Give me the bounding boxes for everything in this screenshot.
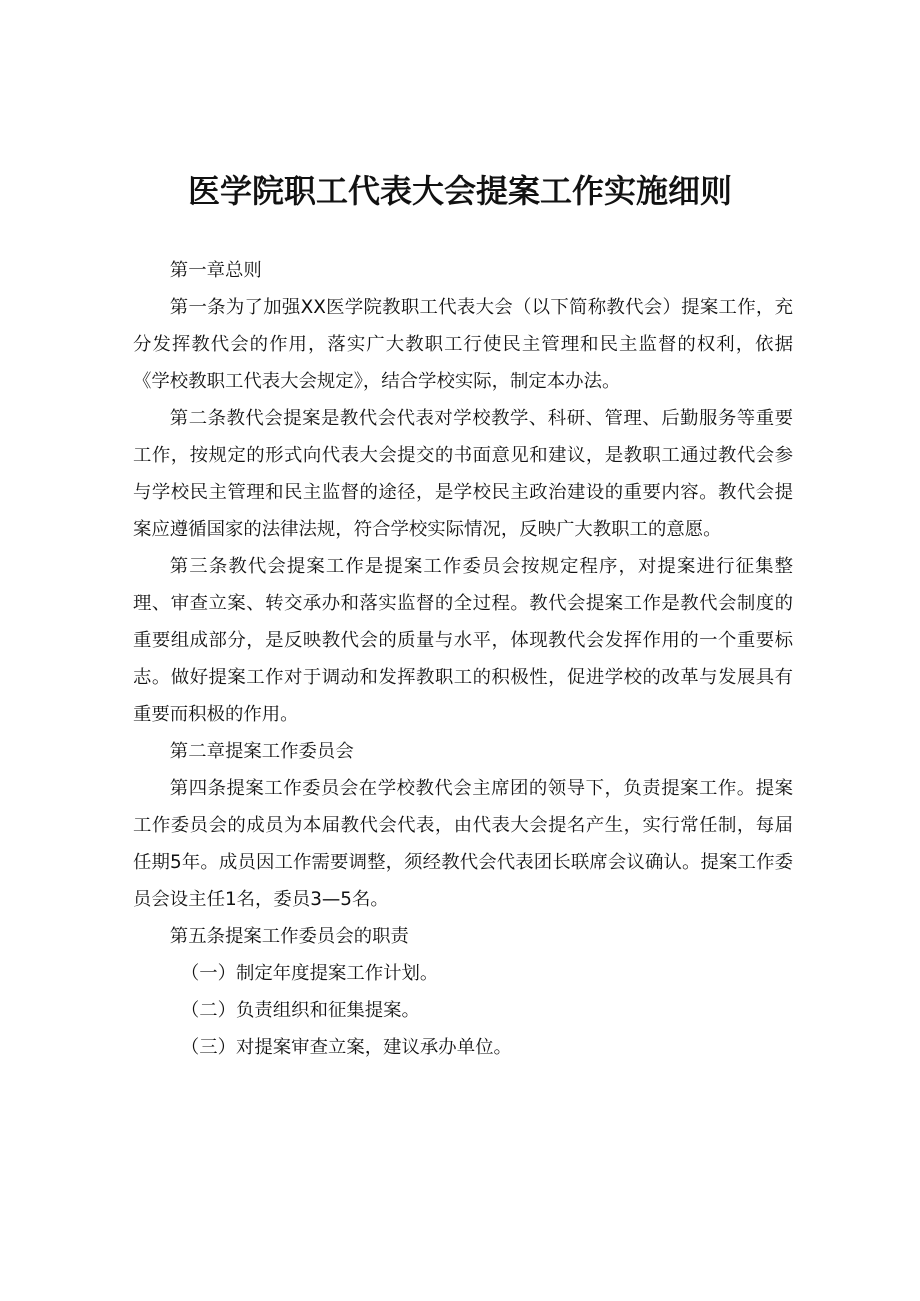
article-2: 第二条教代会提案是教代会代表对学校教学、科研、管理、后勤服务等重要工作，按规定的形式向代表大会提交的书面意见和建议，是教职工通过教代会参与学校民主管理和民主监督的途径，是学校民主政治建设的重要内容。教代会提案应遵循国家的法律法规，符合学校实际情况，反映广大教职工的意愿。: [133, 408, 793, 540]
document-body: [133, 252, 793, 1066]
article-3: 第三条教代会提案工作是提案工作委员会按规定程序，对提案进行征集整理、审查立案、转交承办和落实监督的全过程。教代会提案工作是教代会制度的重要组成部分，是反映教代会的质量与水平，体现教代会发挥作用的一个重要标志。做好提案工作对于调动和发挥教职工的积极性，促进学校的改革与发展具有重要而积极的作用。: [133, 556, 793, 725]
duty-item-2: （二）负责组织和征集提案。: [180, 1000, 420, 1021]
chapter-1-heading: 第一章总则: [169, 260, 262, 281]
article-5-heading: 第五条提案工作委员会的职责: [169, 926, 409, 947]
chapter-2-heading: 第二章提案工作委员会: [169, 741, 354, 762]
article-4: 第四条提案工作委员会在学校教代会主席团的领导下，负责提案工作。提案工作委员会的成员为本届教代会代表，由代表大会提名产生，实行常任制，每届任期5年。成员因工作需要调整，须经教代会代表团长联席会议确认。提案工作委员会设主任1名，委员3—5名。: [133, 778, 793, 910]
duty-item-3: （三）对提案审查立案，建议承办单位。: [180, 1037, 512, 1058]
article-1: 第一条为了加强XX医学院教职工代表大会（以下简称教代会）提案工作，充分发挥教代会的作用，落实广大教职工行使民主管理和民主监督的权利，依据《学校教职工代表大会规定》，结合学校实际，制定本办法。: [133, 297, 793, 392]
duty-item-1: （一）制定年度提案工作计划。: [180, 963, 439, 984]
document-title: 医学院职工代表大会提案工作实施细则: [187, 172, 732, 210]
